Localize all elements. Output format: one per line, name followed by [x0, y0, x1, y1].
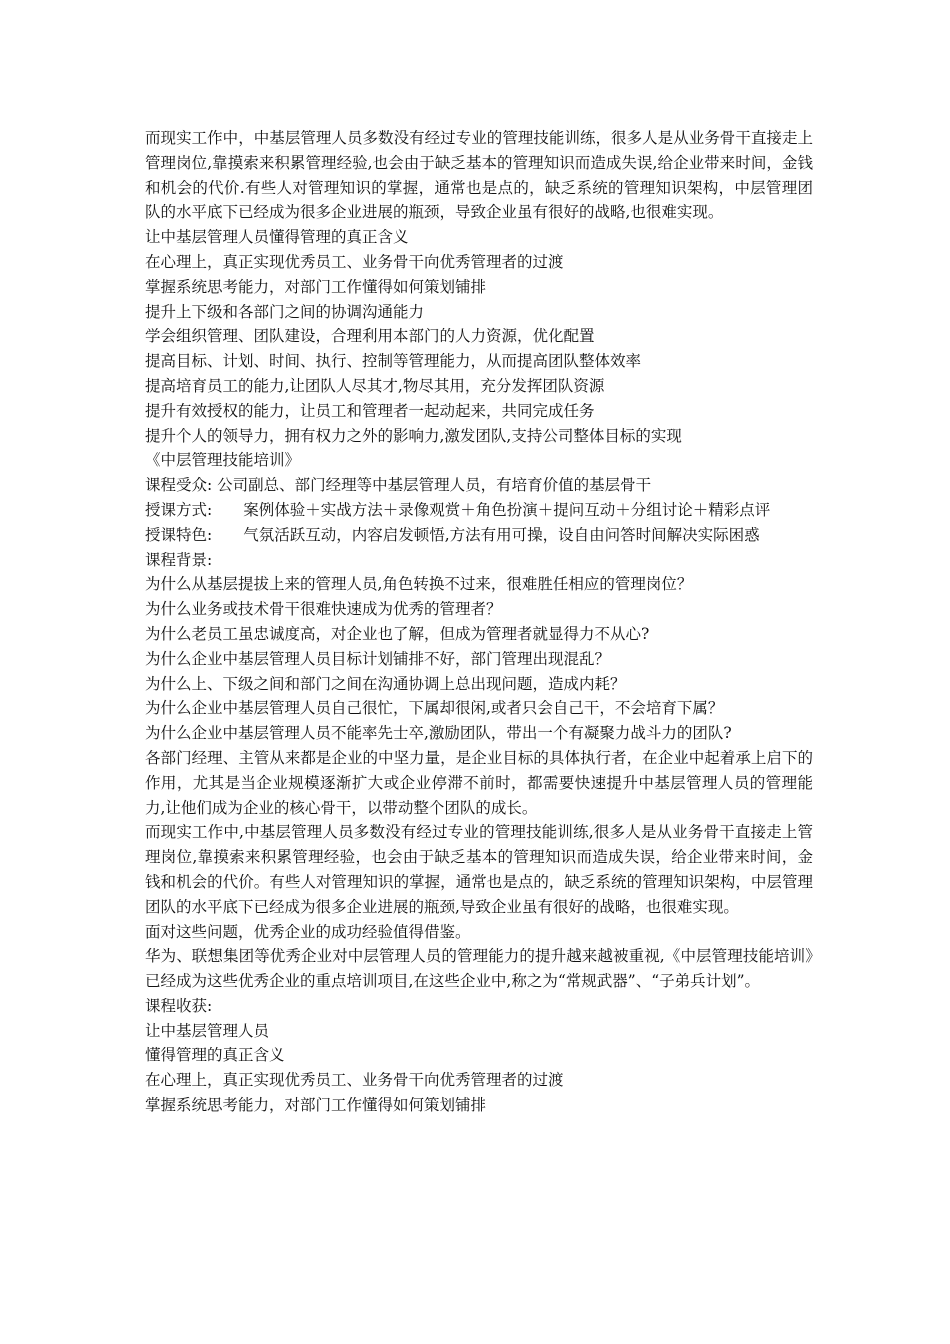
paragraph: 各部门经理、主管从来都是企业的中坚力量，是企业目标的具体执行者，在企业中起着承上启下的作用，尤其是当企业规模逐渐扩大或企业停滞不前时，都需要快速提升中基层管理人员的管理能力,让他们成为企业的核心骨干，以带动整个团队的成长。 [145, 748, 813, 817]
paragraph: 懂得管理的真正含义 [145, 1046, 285, 1065]
paragraph: 课程受众: 公司副总、部门经理等中基层管理人员，有培育价值的基层骨干 [145, 476, 652, 495]
paragraph: 让中基层管理人员 [145, 1021, 270, 1040]
paragraph: 为什么老员工虽忠诚度高，对企业也了解，但成为管理者就显得力不从心? [145, 624, 650, 643]
paragraph: 为什么企业中基层管理人员不能率先士卒,激励团队，带出一个有凝聚力战斗力的团队? [145, 724, 732, 743]
paragraph: 让中基层管理人员懂得管理的真正含义 [145, 228, 409, 247]
paragraph: 而现实工作中,中基层管理人员多数没有经过专业的管理技能训练,很多人是从业务骨干直接走上管理岗位,靠摸索来积累管理经验，也会由于缺乏基本的管理知识而造成失误，给企业带来时间，金钱和机会的代价。有些人对管理知识的掌握，通常也是点的，缺乏系统的管理知识架构，中层管理团队的水平底下已经成为很多企业进展的瓶颈,导致企业虽有很好的战略，也很难实现。 [145, 823, 813, 916]
paragraph: 为什么业务或技术骨干很难快速成为优秀的管理者？ [145, 600, 502, 619]
paragraph: 提升有效授权的能力，让员工和管理者一起动起来，共同完成任务 [145, 401, 595, 420]
paragraph: 面对这些问题，优秀企业的成功经验值得借鉴。 [145, 922, 471, 941]
paragraph: 提高培育员工的能力,让团队人尽其才,物尽其用，充分发挥团队资源 [145, 376, 605, 395]
paragraph: 为什么企业中基层管理人员目标计划铺排不好，部门管理出现混乱？ [145, 649, 611, 668]
paragraph: 掌握系统思考能力，对部门工作懂得如何策划铺排 [145, 277, 487, 296]
paragraph: 提升个人的领导力，拥有权力之外的影响力,激发团队,支持公司整体目标的实现 [145, 426, 682, 445]
paragraph: 在心理上，真正实现优秀员工、业务骨干向优秀管理者的过渡 [145, 1071, 564, 1090]
document-body [145, 126, 813, 1118]
paragraph: 为什么从基层提拔上来的管理人员,角色转换不过来，很难胜任相应的管理岗位？ [145, 575, 693, 594]
paragraph: 提高目标、计划、时间、执行、控制等管理能力，从而提高团队整体效率 [145, 352, 642, 371]
paragraph: 在心理上，真正实现优秀员工、业务骨干向优秀管理者的过渡 [145, 252, 564, 271]
section-heading: 课程收获: [145, 996, 213, 1015]
paragraph: 掌握系统思考能力，对部门工作懂得如何策划铺排 [145, 1096, 487, 1115]
course-title: 《中层管理技能培训》 [145, 451, 301, 470]
paragraph: 提升上下级和各部门之间的协调沟通能力 [145, 302, 425, 321]
paragraph: 为什么企业中基层管理人员自己很忙，下属却很闲,或者只会自己干，不会培育下属？ [145, 699, 724, 718]
paragraph: 授课特色: 气氛活跃互动，内容启发顿悟,方法有用可操，设自由问答时间解决实际困惑 [145, 525, 760, 544]
paragraph: 华为、联想集团等优秀企业对中层管理人员的管理能力的提升越来越被重视,《中层管理技能培训》已经成为这些优秀企业的重点培训项目,在这些企业中,称之为“常规武器”、“子弟兵计划”。 [145, 947, 813, 991]
paragraph: 学会组织管理、团队建设，合理利用本部门的人力资源，优化配置 [145, 327, 595, 346]
paragraph: 授课方式: 案例体验＋实战方法＋录像观赏＋角色扮演＋提问互动＋分组讨论＋精彩点评 [145, 500, 771, 519]
section-heading: 课程背景: [145, 550, 213, 569]
paragraph: 为什么上、下级之间和部门之间在沟通协调上总出现问题，造成内耗？ [145, 674, 626, 693]
paragraph: 而现实工作中，中基层管理人员多数没有经过专业的管理技能训练，很多人是从业务骨干直接走上管理岗位,靠摸索来积累管理经验,也会由于缺乏基本的管理知识而造成失误,给企业带来时间，金钱和机会的代价.有些人对管理知识的掌握，通常也是点的，缺乏系统的管理知识架构，中层管理团队的水平底下已经成为很多企业进展的瓶颈，导致企业虽有很好的战略,也很难实现。 [145, 129, 813, 222]
